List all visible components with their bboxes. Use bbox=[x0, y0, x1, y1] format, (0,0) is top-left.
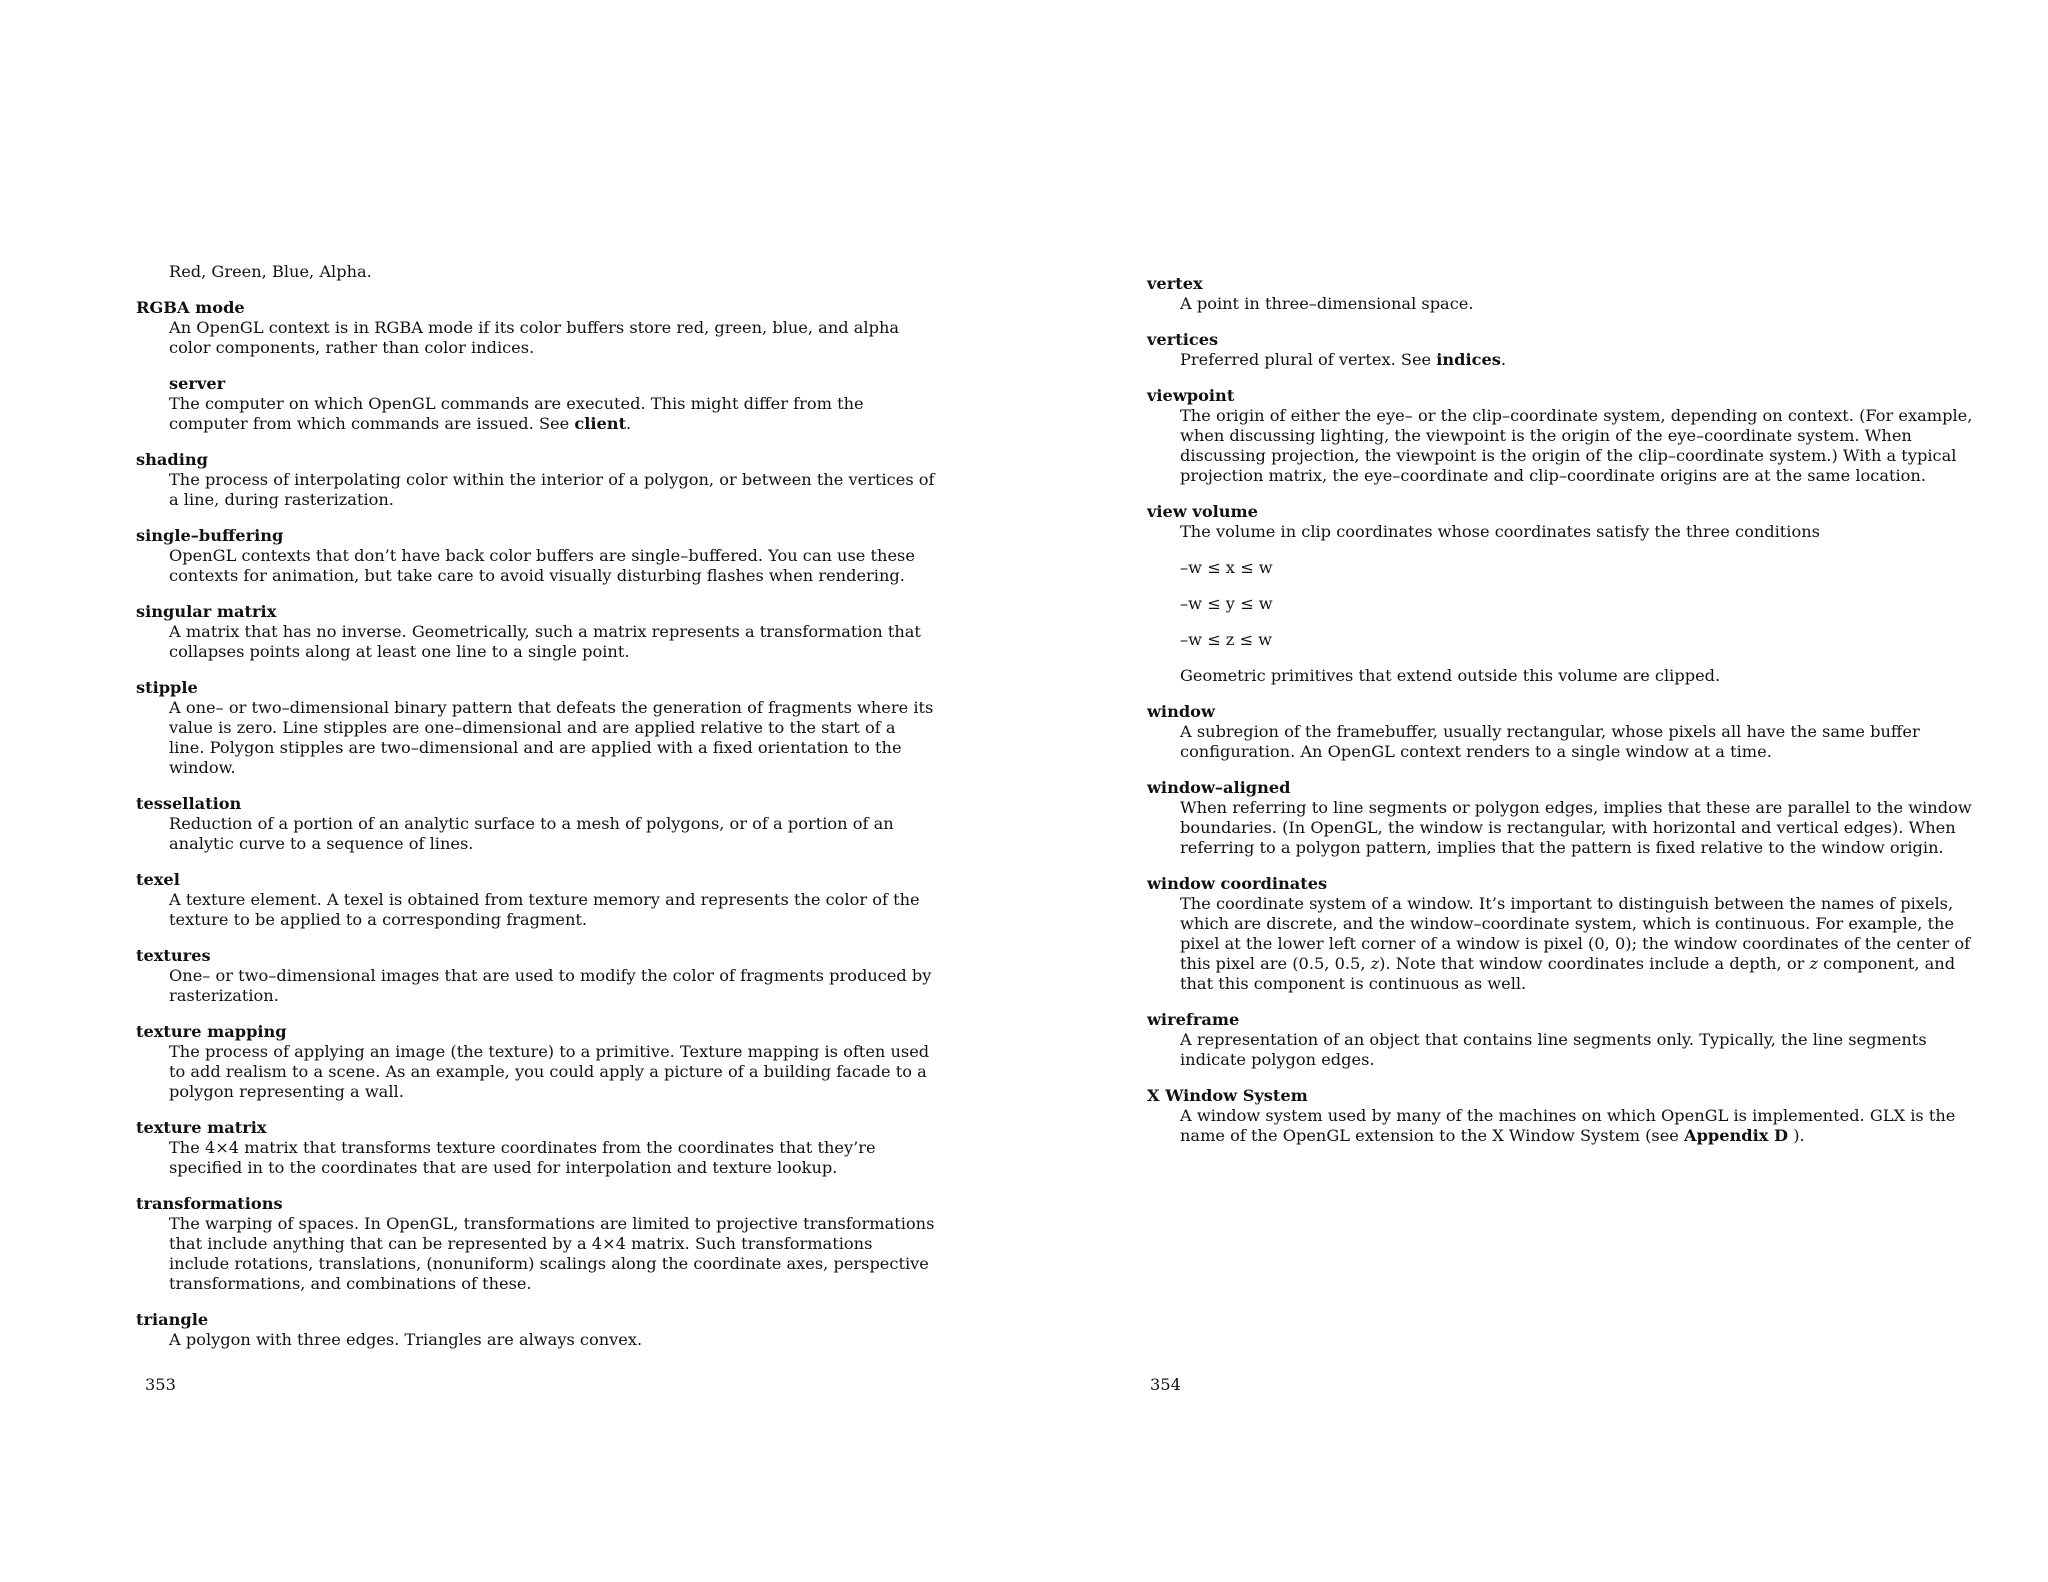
glossary-definition: A texture element. A texel is obtained from texture memory and represents the color of the texture to be applied to a corresponding fragment. bbox=[169, 890, 920, 929]
glossary-entry-vertex bbox=[1147, 274, 1977, 314]
continued-definition: Red, Green, Blue, Alpha. bbox=[169, 262, 372, 281]
italic-z: z bbox=[1809, 954, 1819, 973]
glossary-term: X Window System bbox=[1147, 1086, 1308, 1105]
glossary-definition: The origin of either the eye– or the clip–coordinate system, depending on context. (For example, when discussing lighting, the viewpoint is the origin of the eye–coordinate system. When discussing projection, the viewpoint is the origin of the clip–coordinate system.) With a typical projection matrix, the eye–coordinate and clip–coordinate origins are at the same location. bbox=[1180, 406, 1973, 485]
glossary-definition: The 4×4 matrix that transforms texture coordinates from the coordinates that they’re specified in to the coordinates that are used for interpolation and texture lookup. bbox=[169, 1138, 876, 1177]
glossary-term: viewpoint bbox=[1147, 386, 1235, 405]
page-right bbox=[1024, 0, 2048, 1582]
glossary-entry-rgba-mode bbox=[136, 298, 936, 358]
glossary-definition: A polygon with three edges. Triangles are always convex. bbox=[169, 1330, 643, 1349]
glossary-entry-texture-mapping bbox=[136, 1022, 936, 1102]
glossary-column-right bbox=[1147, 274, 1977, 1162]
glossary-term: singular matrix bbox=[136, 602, 277, 621]
glossary-entry-view-volume bbox=[1147, 502, 1977, 686]
condition-x: –w ≤ x ≤ w bbox=[1180, 558, 1273, 577]
definition-text: The computer on which OpenGL commands are executed. This might differ from the computer from which commands are issued. See bbox=[169, 394, 864, 433]
cross-reference-link[interactable]: Appendix D bbox=[1684, 1126, 1789, 1145]
glossary-entry-viewpoint bbox=[1147, 386, 1977, 486]
glossary-definition bbox=[169, 394, 936, 434]
glossary-term: triangle bbox=[136, 1310, 209, 1329]
definition-text: Geometric primitives that extend outside this volume are clipped. bbox=[1180, 666, 1721, 685]
glossary-term: texel bbox=[136, 870, 180, 889]
cross-reference-link[interactable]: client bbox=[574, 414, 627, 433]
glossary-entry-window bbox=[1147, 702, 1977, 762]
glossary-term: view volume bbox=[1147, 502, 1258, 521]
glossary-entry-singular-matrix bbox=[136, 602, 936, 662]
glossary-entry-vertices bbox=[1147, 330, 1977, 370]
glossary-entry-single-buffering bbox=[136, 526, 936, 586]
condition-z: –w ≤ z ≤ w bbox=[1180, 630, 1273, 649]
glossary-definition: The process of interpolating color within the interior of a polygon, or between the vertices of a line, during rasterization. bbox=[169, 470, 935, 509]
glossary-entry-stipple bbox=[136, 678, 936, 778]
glossary-entry-tessellation bbox=[136, 794, 936, 854]
glossary-entry-x-window-system bbox=[1147, 1086, 1977, 1146]
definition-text: . bbox=[626, 414, 632, 433]
glossary-term: texture matrix bbox=[136, 1118, 267, 1137]
glossary-definition bbox=[1147, 894, 1977, 994]
definition-text: A window system used by many of the machines on which OpenGL is implemented. GLX is the name of the OpenGL extension to the X Window System (see bbox=[1180, 1106, 1956, 1145]
glossary-definition: Reduction of a portion of an analytic surface to a mesh of polygons, or of a portion of an analytic curve to a sequence of lines. bbox=[169, 814, 894, 853]
glossary-term: single–buffering bbox=[136, 526, 284, 545]
glossary-term: window–aligned bbox=[1147, 778, 1291, 797]
glossary-term: textures bbox=[136, 946, 211, 965]
glossary-definition: When referring to line segments or polygon edges, implies that these are parallel to the window boundaries. (In OpenGL, the window is rectangular, with horizontal and vertical edges). When referring to a polygon pattern, implies that the pattern is fixed relative to the window origin. bbox=[1180, 798, 1972, 857]
glossary-entry-window-aligned bbox=[1147, 778, 1977, 858]
page-number: 353 bbox=[145, 1375, 176, 1394]
glossary-definition: A representation of an object that contains line segments only. Typically, the line segments indicate polygon edges. bbox=[1180, 1030, 1927, 1069]
cross-reference-link[interactable]: indices bbox=[1436, 350, 1501, 369]
glossary-term: window bbox=[1147, 702, 1215, 721]
glossary-entry-wireframe bbox=[1147, 1010, 1977, 1070]
glossary-definition: One– or two–dimensional images that are used to modify the color of fragments produced by rasterization. bbox=[169, 966, 932, 1005]
italic-z: z bbox=[1370, 954, 1380, 973]
glossary-definition: OpenGL contexts that don’t have back color buffers are single–buffered. You can use these contexts for animation, but take care to avoid visually disturbing flashes when rendering. bbox=[169, 546, 915, 585]
glossary-entry-texture-matrix bbox=[136, 1118, 936, 1178]
glossary-entry-transformations bbox=[136, 1194, 936, 1294]
glossary-definition: A one– or two–dimensional binary pattern that defeats the generation of fragments where its value is zero. Line stipples are one–dimensional and are applied relative to the start of a line. Polygon stipples are two–dimensional and are applied with a fixed orientation to the window. bbox=[169, 698, 934, 777]
definition-text: The volume in clip coordinates whose coordinates satisfy the three conditions bbox=[1180, 522, 1820, 541]
definition-text: ). bbox=[1788, 1126, 1805, 1145]
glossary-term: transformations bbox=[136, 1194, 283, 1213]
glossary-term: server bbox=[169, 374, 226, 393]
glossary-definition: A matrix that has no inverse. Geometrically, such a matrix represents a transformation that collapses points along at least one line to a single point. bbox=[169, 622, 921, 661]
glossary-term: wireframe bbox=[1147, 1010, 1240, 1029]
glossary-entry-window-coordinates bbox=[1147, 874, 1977, 994]
glossary-term: tessellation bbox=[136, 794, 242, 813]
definition-text: ). Note that window coordinates include a depth, or bbox=[1379, 954, 1810, 973]
glossary-term: RGBA mode bbox=[136, 298, 245, 317]
definition-text: The coordinate system of a window. It’s important to distinguish between the names of pixels, which are discrete, and the window–coordinate system, which is continuous. For example, the pixel at the lower left corner of a window is pixel (0, 0); the window coordinates of the center of this pixel are (0.5, 0.5, bbox=[1180, 894, 1971, 973]
glossary-term: texture mapping bbox=[136, 1022, 287, 1041]
glossary-term: shading bbox=[136, 450, 208, 469]
glossary-entry-textures bbox=[136, 946, 936, 1006]
glossary-entry-triangle bbox=[136, 1310, 936, 1350]
glossary-term: vertices bbox=[1147, 330, 1219, 349]
glossary-entry-shading bbox=[136, 450, 936, 510]
glossary-column-left bbox=[136, 262, 936, 1366]
condition-y: –w ≤ y ≤ w bbox=[1180, 594, 1273, 613]
glossary-definition: A subregion of the framebuffer, usually rectangular, whose pixels all have the same buffer configuration. An OpenGL context renders to a single window at a time. bbox=[1180, 722, 1920, 761]
definition-text: . bbox=[1500, 350, 1507, 369]
glossary-term: window coordinates bbox=[1147, 874, 1328, 893]
definition-text: Preferred plural of vertex. See bbox=[1180, 350, 1437, 369]
glossary-definition bbox=[1147, 350, 1977, 370]
glossary-term: vertex bbox=[1147, 274, 1203, 293]
glossary-definition: An OpenGL context is in RGBA mode if its color buffers store red, green, blue, and alpha color components, rather than color indices. bbox=[169, 318, 900, 357]
glossary-definition: The warping of spaces. In OpenGL, transformations are limited to projective transformations that include anything that can be represented by a 4×4 matrix. Such transformations include rotations, translations, (nonuniform) scalings along the coordinate axes, perspective transformations, and combinations of these. bbox=[169, 1214, 935, 1293]
glossary-entry-texel bbox=[136, 870, 936, 930]
glossary-definition: The process of applying an image (the texture) to a primitive. Texture mapping is often used to add realism to a scene. As an example, you could apply a picture of a building facade to a polygon representing a wall. bbox=[169, 1042, 930, 1101]
glossary-definition bbox=[1147, 1106, 1977, 1146]
page-number: 354 bbox=[1150, 1375, 1181, 1394]
glossary-definition: A point in three–dimensional space. bbox=[1180, 294, 1474, 313]
glossary-entry-server bbox=[136, 374, 936, 434]
glossary-definition bbox=[1147, 522, 1977, 686]
definition-text: component, and that this component is continuous as well. bbox=[1180, 954, 1956, 993]
glossary-term: stipple bbox=[136, 678, 198, 697]
